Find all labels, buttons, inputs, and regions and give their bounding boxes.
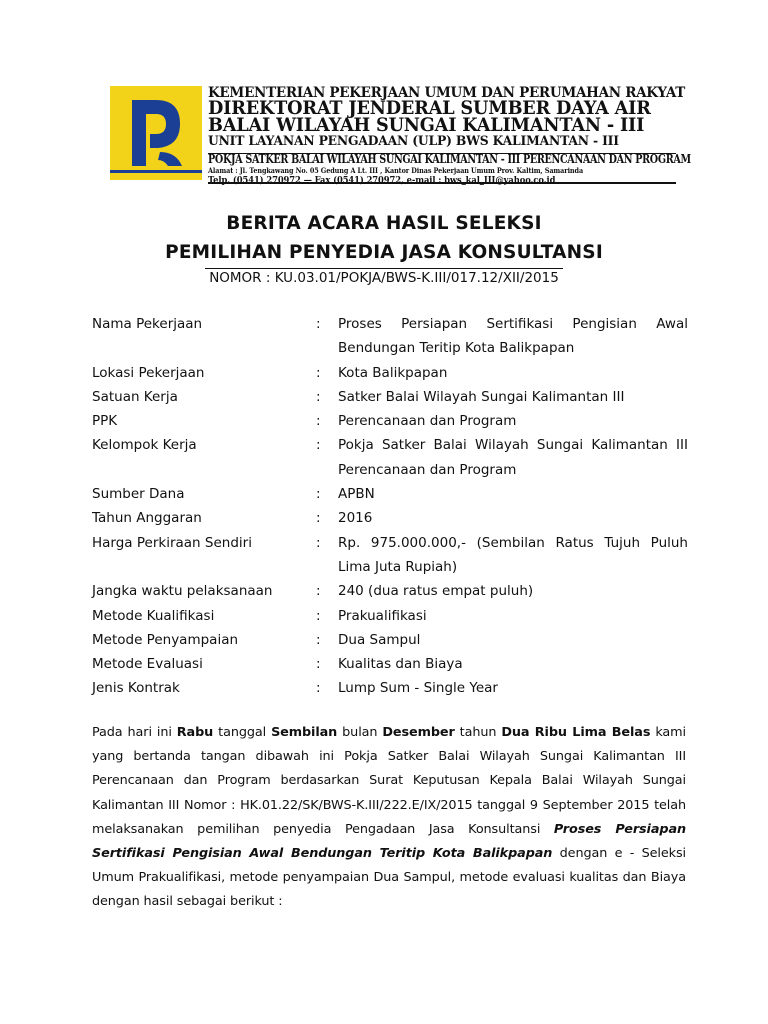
detail-value: Perencanaan dan Program	[338, 413, 517, 430]
detail-separator: :	[316, 607, 321, 624]
detail-row	[92, 652, 692, 676]
detail-value: Dua Sampul	[338, 631, 421, 648]
detail-separator: :	[316, 583, 321, 600]
detail-label: Kelompok Kerja	[92, 437, 197, 454]
para-text: kami yang bertanda tangan dibawah ini Pokja Satker Balai Wilayah Sungai Kalimantan III Perencanaan dan Program berdasarkan Surat Keputusan Kepala Balai Wilayah Sungai Kalimantan III Nomor : HK.01.22/SK/BWS-K.III/222.E/IX/2015 tanggal 9 September 2015 telah melaksanakan pemilihan penyedia Pengadaan Jasa Konsultansi	[92, 725, 686, 837]
detail-value: Rp. 975.000.000,- (Sembilan Ratus Tujuh Puluh Lima Juta Rupiah)	[338, 534, 688, 575]
detail-value: 2016	[338, 510, 373, 527]
detail-row	[92, 409, 692, 433]
balai-name: BALAI WILAYAH SUNGAI KALIMANTAN - III	[208, 114, 645, 136]
para-date: Sembilan	[271, 725, 338, 740]
pu-logo-icon	[110, 86, 202, 180]
document-number-text: NOMOR : KU.03.01/POKJA/BWS-K.III/017.12/XII/2015	[205, 268, 563, 286]
para-year: Dua Ribu Lima Belas	[501, 725, 651, 740]
detail-row	[92, 531, 692, 580]
para-project-name: Proses Persiapan Sertifikasi Pengisian Awal Bendungan Teritip Kota Balikpapan	[92, 821, 686, 862]
detail-label: Satuan Kerja	[92, 388, 178, 405]
detail-value: Prakualifikasi	[338, 607, 427, 624]
detail-separator: :	[316, 510, 321, 527]
detail-separator: :	[316, 437, 321, 454]
para-month: Desember	[382, 725, 455, 740]
detail-separator: :	[316, 316, 321, 332]
detail-row	[92, 628, 692, 652]
para-text: dengan e - Seleksi Umum Prakualifikasi, metode penyampaian Dua Sampul, metode evaluasi kualitas dan Biaya dengan hasil sebagai berikut :	[92, 846, 686, 910]
address-text: Alamat : Jl. Tengkawang No. 05 Gedung A Lt. III , Kantor Dinas Pekerjaan Umum Prov. Kaltim, Samarinda	[208, 166, 584, 175]
ulp-name: UNIT LAYANAN PENGADAAN (ULP) BWS KALIMANTAN - III	[208, 134, 619, 149]
detail-row	[92, 385, 692, 409]
document-number	[0, 268, 768, 286]
detail-label: Jenis Kontrak	[92, 680, 180, 697]
detail-separator: :	[316, 680, 321, 697]
letterhead-text	[208, 85, 691, 186]
detail-label: Sumber Dana	[92, 486, 185, 503]
document-title: BERITA ACARA HASIL SELEKSI	[226, 213, 542, 234]
detail-separator: :	[316, 388, 321, 405]
detail-label: Tahun Anggaran	[92, 510, 202, 527]
detail-separator: :	[316, 413, 321, 430]
para-text: bulan	[337, 725, 383, 740]
document-subtitle: PEMILIHAN PENYEDIA JASA KONSULTANSI	[165, 242, 603, 263]
detail-separator: :	[316, 656, 321, 673]
body-paragraph	[92, 721, 686, 915]
detail-label: Lokasi Pekerjaan	[92, 364, 205, 381]
para-day: Rabu	[176, 725, 214, 740]
detail-row	[92, 312, 692, 361]
detail-separator: :	[316, 631, 321, 648]
detail-row	[92, 433, 692, 482]
logo-base-line	[110, 170, 202, 173]
para-text: Pada hari ini	[92, 725, 177, 740]
detail-value: Lump Sum - Single Year	[338, 680, 498, 697]
ministry-name: KEMENTERIAN PEKERJAAN UMUM DAN PERUMAHAN RAKYAT	[208, 85, 686, 101]
detail-label: PPK	[92, 413, 118, 430]
detail-value: Proses Persiapan Sertifikasi Pengisian Awal Bendungan Teritip Kota Balikpapan	[338, 316, 688, 357]
detail-value: Kualitas dan Biaya	[338, 656, 463, 673]
detail-value: Satker Balai Wilayah Sungai Kalimantan III	[338, 388, 625, 405]
detail-separator: :	[316, 364, 321, 381]
detail-value: 240 (dua ratus empat puluh)	[338, 583, 534, 600]
details-list	[92, 312, 692, 701]
contact-text: Telp. (0541) 270972 — Fax (0541) 270972, e-mail : bws_kal_III@yahoo.co.id	[208, 175, 556, 186]
detail-label: Metode Evaluasi	[92, 656, 203, 673]
detail-row	[92, 676, 692, 700]
letterhead-bottom-rule	[208, 182, 676, 184]
detail-value: Kota Balikpapan	[338, 364, 448, 381]
detail-row	[92, 361, 692, 385]
detail-row	[92, 579, 692, 603]
detail-row	[92, 482, 692, 506]
directorate-name: DIREKTORAT JENDERAL SUMBER DAYA AIR	[208, 97, 651, 119]
pokja-name: POKJA SATKER BALAI WILAYAH SUNGAI KALIMANTAN - III PERENCANAAN DAN PROGRAM	[208, 152, 691, 166]
detail-separator: :	[316, 486, 321, 503]
letterhead-divider	[208, 153, 676, 154]
detail-separator: :	[316, 534, 321, 551]
letterhead	[110, 85, 691, 186]
detail-label: Metode Penyampaian	[92, 631, 239, 648]
detail-row	[92, 506, 692, 530]
para-text: tanggal	[213, 725, 272, 740]
detail-label: Nama Pekerjaan	[92, 316, 203, 332]
detail-label: Metode Kualifikasi	[92, 607, 215, 624]
detail-value: APBN	[338, 486, 375, 503]
detail-row	[92, 604, 692, 628]
detail-value: Pokja Satker Balai Wilayah Sungai Kalimantan III Perencanaan dan Program	[338, 437, 688, 478]
para-text: tahun	[454, 725, 502, 740]
detail-label: Harga Perkiraan Sendiri	[92, 534, 252, 551]
detail-label: Jangka waktu pelaksanaan	[92, 583, 273, 600]
